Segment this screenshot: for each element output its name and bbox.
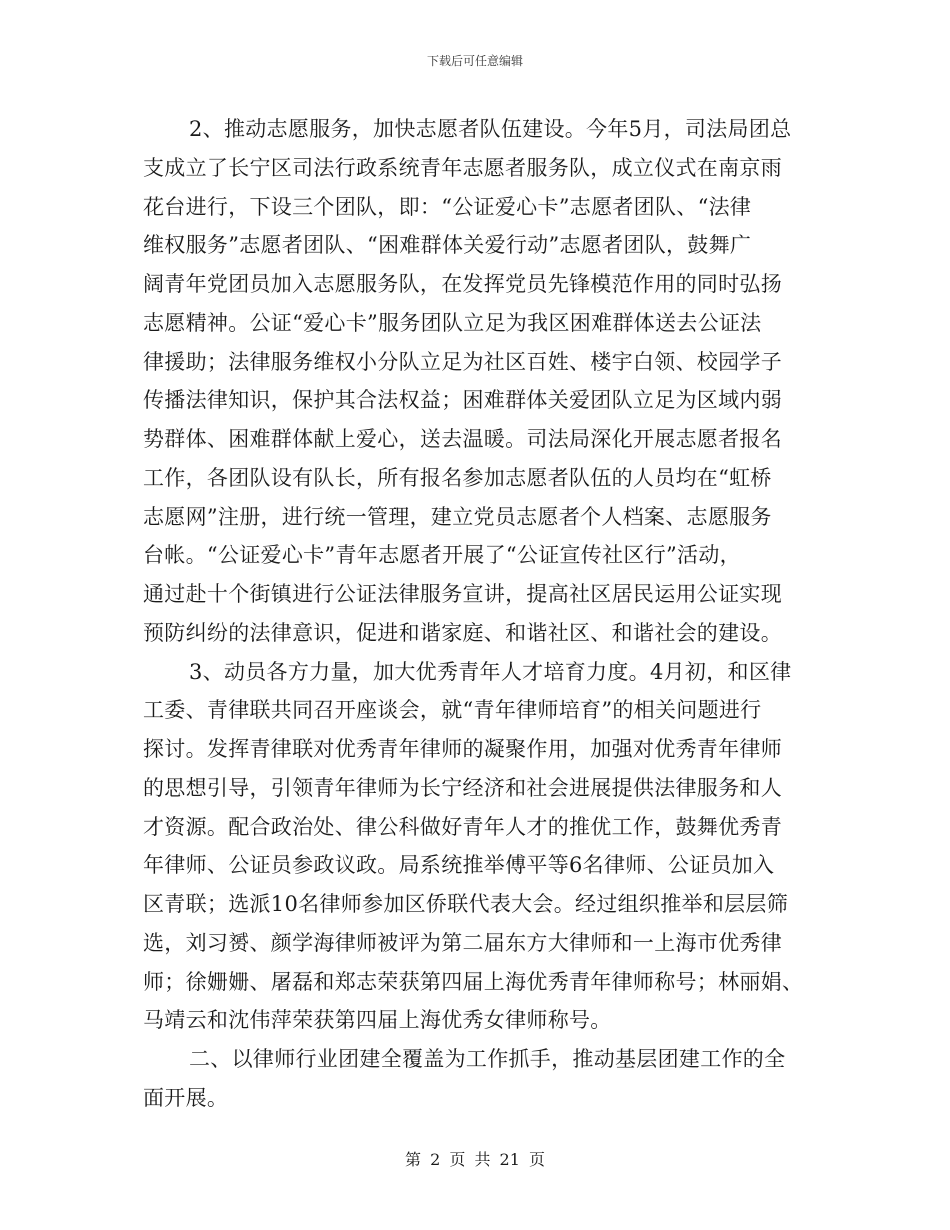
- paragraph-line: 工作，各团队设有队长，所有报名参加志愿者队伍的人员均在“虹桥: [143, 465, 772, 490]
- document-body: [143, 110, 803, 1118]
- paragraph-line: 花台进行，下设三个团队，即：“公证爱心卡”志愿者团队、“法律: [143, 194, 752, 219]
- paragraph-line: 选，刘习赟、颜学海律师被评为第二届东方大律师和一上海市优秀律: [143, 930, 782, 955]
- paragraph-line: 探讨。发挥青律联对优秀青年律师的凝聚作用，加强对优秀青年律师: [143, 737, 782, 761]
- paragraph-line: 工委、青律联共同召开座谈会，就“青年律师培育”的相关问题进行: [143, 698, 762, 723]
- paragraph-line: 年律师、公证员参政议政。局系统推举傅平等6名律师、公证员加入: [143, 853, 775, 878]
- paragraph-line: 支成立了长宁区司法行政系统青年志愿者服务队，成立仪式在南京雨: [143, 155, 782, 180]
- paragraph-line: 的思想引导，引领青年律师为长宁经济和社会进展提供法律服务和人: [143, 775, 782, 800]
- paragraph-line: 预防纠纷的法律意识，促进和谐家庭、和谐社区、和谐社会的建设。: [143, 620, 782, 645]
- page-header-note: 下载后可任意编辑: [426, 54, 523, 68]
- paragraph-line: 区青联；选派10名律师参加区侨联代表大会。经过组织推举和层层筛: [143, 892, 789, 916]
- paragraph-line: 势群体、困难群体献上爱心，送去温暖。司法局深化开展志愿者报名: [143, 427, 782, 451]
- section-heading-line: 二、以律师行业团建全覆盖为工作抓手，推动基层团建工作的全: [189, 1047, 786, 1071]
- paragraph-line: 2、推动志愿服务，加快志愿者队伍建设。今年5月，司法局团总: [189, 117, 792, 141]
- paragraph-line: 师；徐姗姗、屠磊和郑志荣获第四届上海优秀青年律师称号；林丽娟、: [143, 969, 804, 994]
- paragraph-line: 台帐。“公证爱心卡”青年志愿者开展了“公证宣传社区行”活动，: [143, 543, 741, 568]
- paragraph-line: 志愿网”注册，进行统一管理，建立党员志愿者个人档案、志愿服务: [143, 504, 772, 529]
- page-number-footer: 第 2 页 共 21 页: [405, 1150, 545, 1169]
- paragraph-line: 传播法律知识，保护其合法权益；困难群体关爱团队立足为区域内弱: [143, 388, 782, 413]
- paragraph-line: 律援助；法律服务维权小分队立足为社区百姓、楼宇白领、校园学子: [143, 349, 782, 374]
- paragraph-line: 3、动员各方力量，加大优秀青年人才培育力度。4月初，和区律: [189, 659, 792, 684]
- paragraph-line: 志愿精神。公证“爱心卡”服务团队立足为我区困难群体送去公证法: [143, 310, 762, 335]
- paragraph-line: 维权服务”志愿者团队、“困难群体关爱行动”志愿者团队，鼓舞广: [143, 233, 752, 258]
- paragraph-line: 阔青年党团员加入志愿服务队，在发挥党员先锋模范作用的同时弘扬: [143, 272, 782, 296]
- paragraph-line: 通过赴十个街镇进行公证法律服务宣讲，提高社区居民运用公证实现: [143, 582, 782, 606]
- paragraph-line: 马靖云和沈伟萍荣获第四届上海优秀女律师称号。: [143, 1008, 612, 1033]
- paragraph-line: 才资源。配合政治处、律公科做好青年人才的推优工作，鼓舞优秀青: [143, 814, 782, 839]
- section-heading-line: 面开展。: [143, 1085, 229, 1110]
